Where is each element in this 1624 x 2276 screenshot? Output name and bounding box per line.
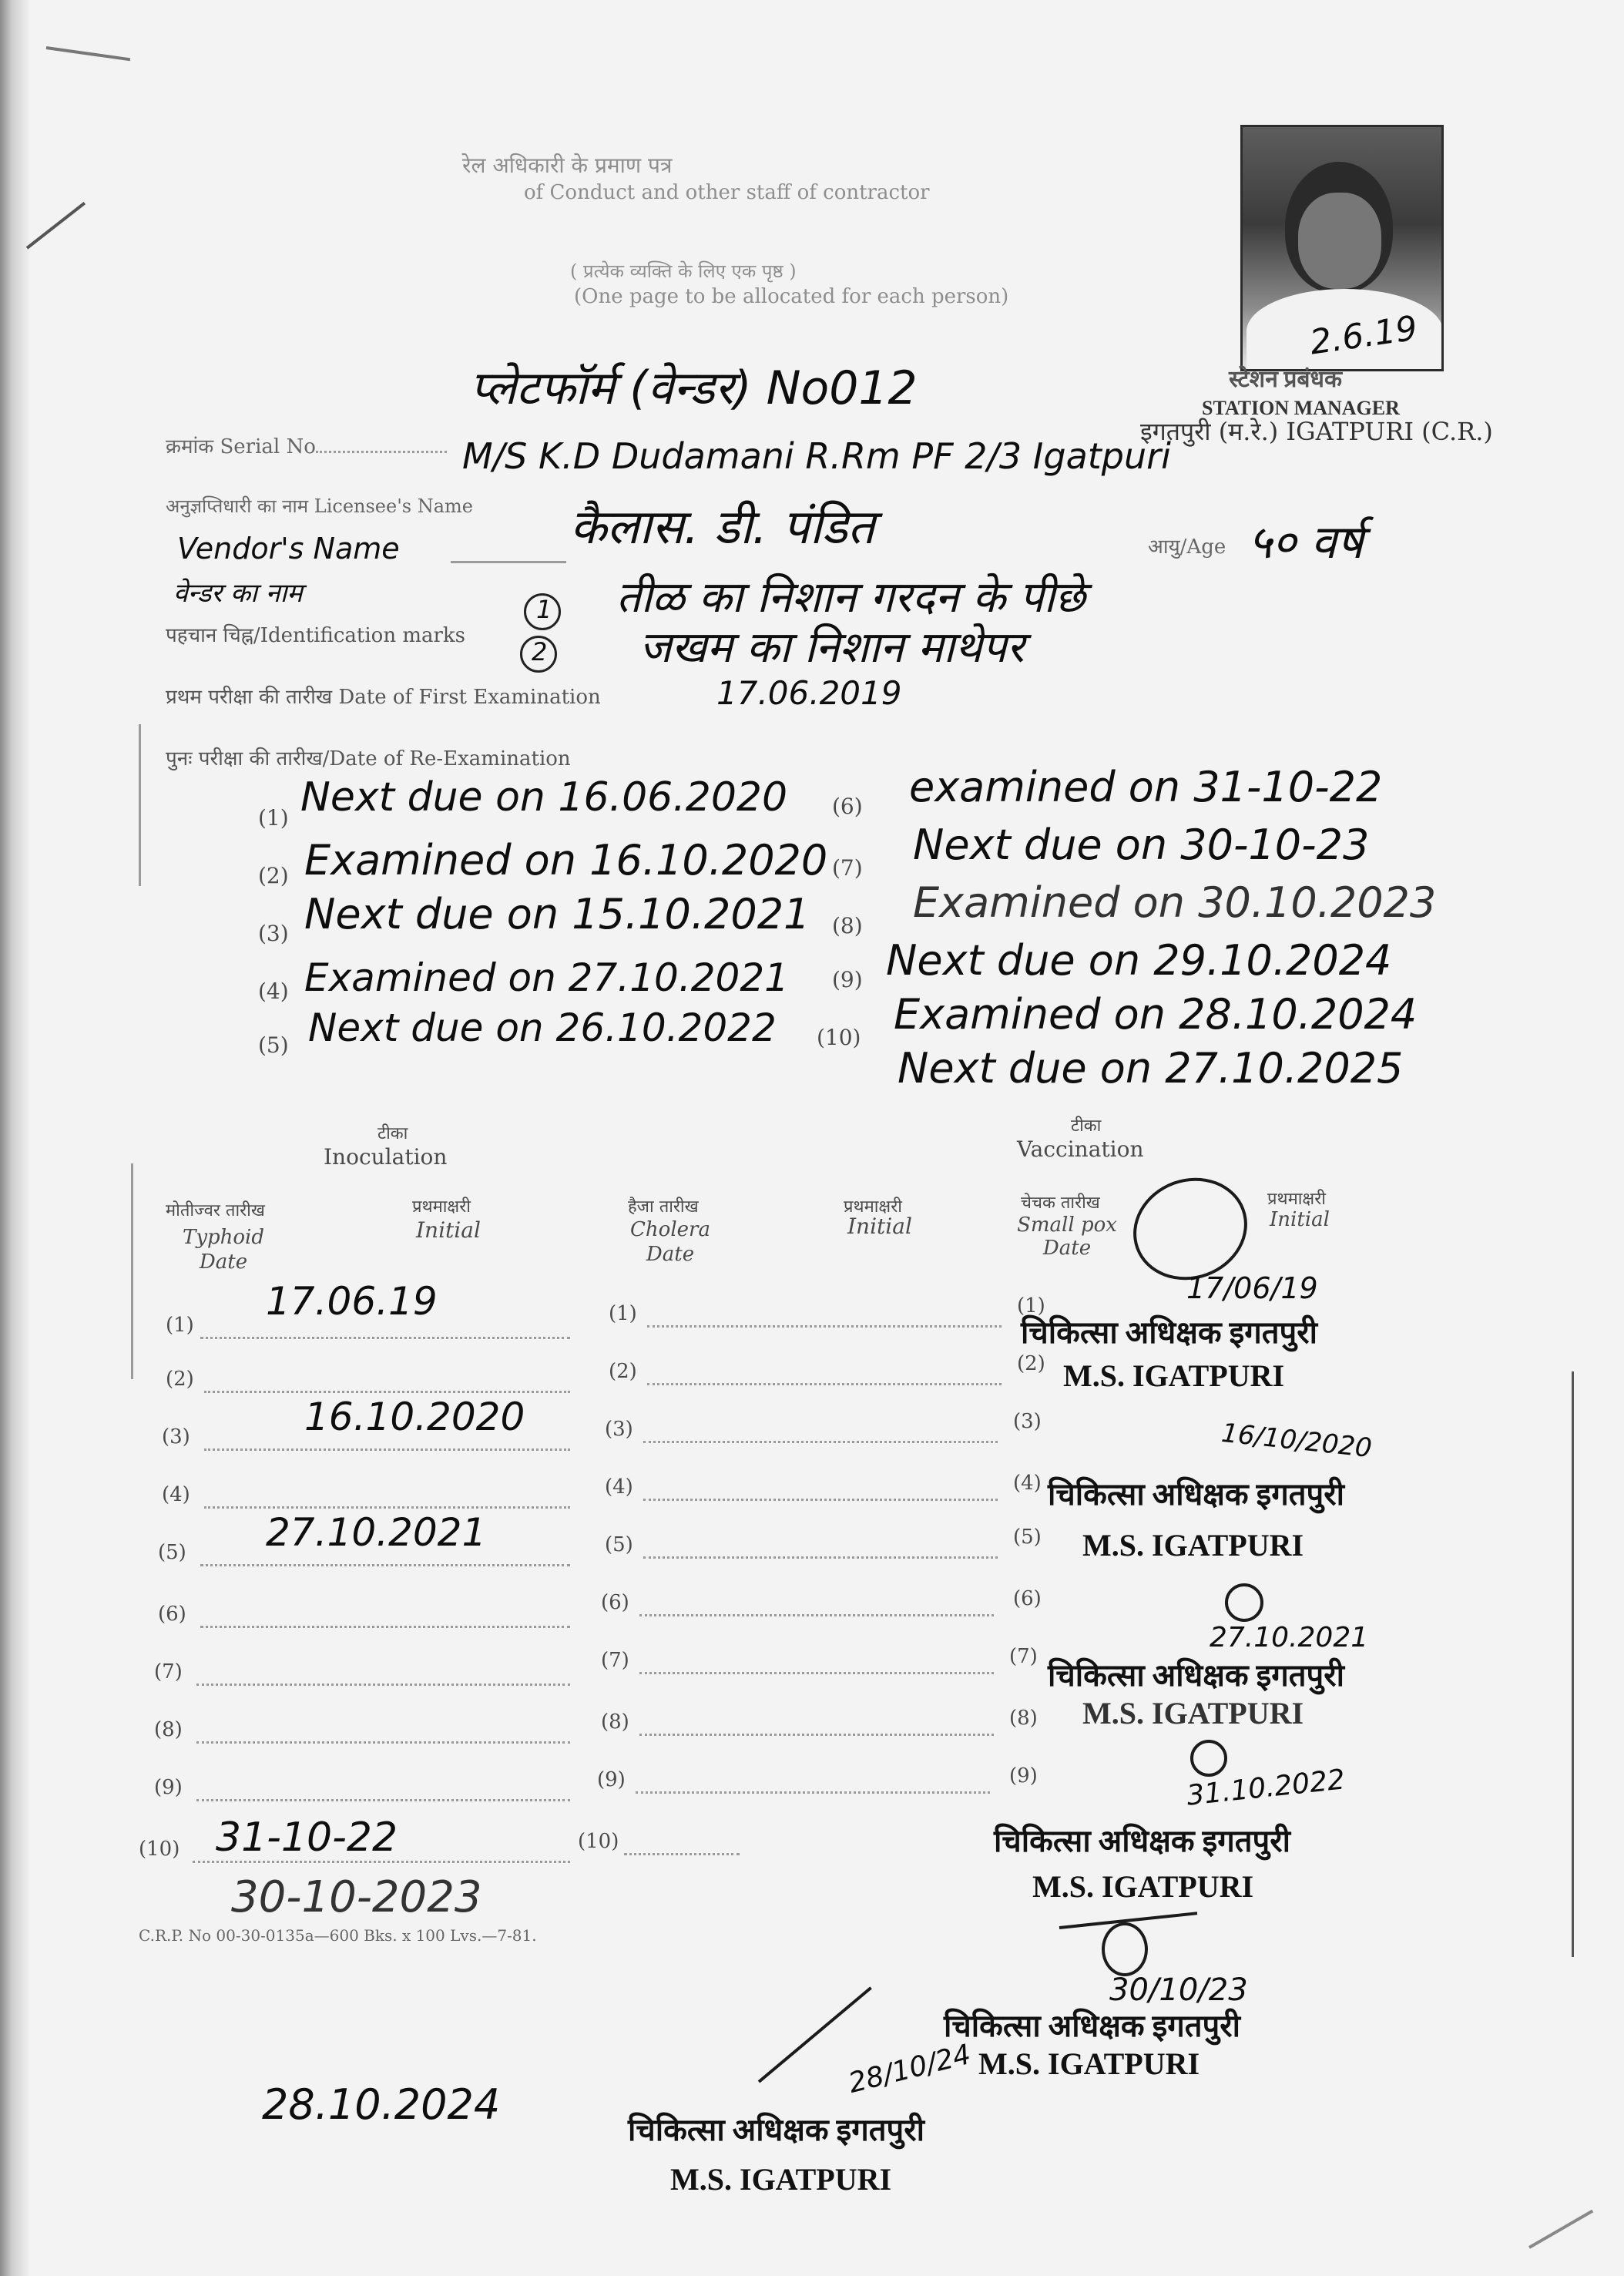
initial2-header-hi: प्रथमाक्षरी xyxy=(844,1197,902,1217)
typhoid-date-10: 31-10-22 xyxy=(216,1814,398,1861)
photo-signature: 2.6.19 xyxy=(1307,308,1420,363)
cholera-row-dots xyxy=(643,1499,998,1501)
reexam-num: (8) xyxy=(832,913,863,938)
cholera-row-number: (4) xyxy=(605,1475,633,1499)
licensee-value: M/S K.D Dudamani R.Rm PF 2/3 Igatpuri xyxy=(462,435,1171,477)
reexam-num: (5) xyxy=(258,1032,289,1058)
ms-stamp-hi-1: चिकित्सा अधिक्षक इगतपुरी xyxy=(1021,1315,1317,1350)
ms-stamp-hi-4: चिकित्सा अधिक्षक इगतपुरी xyxy=(994,1824,1290,1858)
reexam-entry: Next due on 27.10.2025 xyxy=(898,1044,1404,1093)
row-number: (10) xyxy=(139,1838,180,1861)
cholera-header-en: Cholera Date xyxy=(630,1218,710,1266)
inoculation-title-hi: टीका xyxy=(377,1124,408,1143)
cholera-row-number: (3) xyxy=(605,1418,633,1441)
row-dots xyxy=(204,1506,570,1509)
row-number: (4) xyxy=(162,1483,190,1506)
row-dots xyxy=(193,1861,570,1863)
serial-label: क्रमांक Serial No xyxy=(166,435,316,458)
vendor-label-hi: वेन्डर का नाम xyxy=(173,578,303,609)
ms-stamp-en-2: M.S. IGATPURI xyxy=(1082,1528,1304,1563)
ms-stamp-hi-5: चिकित्सा अधिक्षक इगतपुरी xyxy=(944,2009,1240,2043)
initial-scribble xyxy=(1225,1583,1263,1622)
initial-date-1: 17/06/19 xyxy=(1186,1271,1318,1305)
initial-scribble xyxy=(1190,1740,1227,1777)
row-number: (2) xyxy=(166,1368,194,1391)
first-exam-label: प्रथम परीक्षा की तारीख Date of First Examination xyxy=(166,686,601,709)
reexam-num: (9) xyxy=(832,967,863,992)
vac-initial-header-en: Initial xyxy=(1270,1208,1330,1231)
row-dots xyxy=(200,1626,570,1628)
id-mark-2-number: 2 xyxy=(532,637,548,666)
cholera-row-dots xyxy=(639,1614,994,1616)
initial1-header-en: Initial xyxy=(416,1217,481,1243)
smallpox-row-number: (2) xyxy=(1017,1352,1045,1375)
smallpox-header-hi: चेचक तारीख xyxy=(1021,1193,1100,1213)
age-value: ५० वर्ष xyxy=(1248,515,1364,569)
left-margin-line xyxy=(131,1163,133,1379)
vaccination-title-hi: टीका xyxy=(1071,1116,1102,1136)
reexam-num: (2) xyxy=(258,863,289,888)
row-dots xyxy=(200,1337,570,1339)
header-line-1: रेल अधिकारी के प्रमाण पत्र xyxy=(462,153,673,178)
id-mark-2: जखम का निशान माथेपर xyxy=(639,623,1025,673)
smallpox-row-number: (3) xyxy=(1013,1410,1042,1433)
photo-face xyxy=(1298,193,1381,289)
ms-stamp-en-5: M.S. IGATPURI xyxy=(978,2046,1200,2081)
row-number: (3) xyxy=(162,1425,190,1449)
cholera-row-number: (2) xyxy=(609,1360,637,1383)
row-dots xyxy=(204,1391,570,1393)
reexam-entry: Next due on 16.06.2020 xyxy=(300,774,788,821)
initial-scribble xyxy=(1102,1922,1148,1976)
corner-mark xyxy=(46,46,130,61)
station-stamp-igatpuri: इगतपुरी (म.रे.) IGATPURI (C.R.) xyxy=(1140,417,1493,446)
typhoid-header-hi: मोतीज्वर तारीख xyxy=(166,1201,265,1220)
id-mark-1-number: 1 xyxy=(536,595,552,624)
reexam-entry: Next due on 29.10.2024 xyxy=(886,936,1392,985)
corner-mark xyxy=(1528,2210,1593,2249)
vendor-dots xyxy=(451,561,566,563)
cholera-row-number: (1) xyxy=(609,1302,637,1325)
ms-stamp-en-3: M.S. IGATPURI xyxy=(1082,1696,1304,1730)
row-number: (8) xyxy=(154,1718,183,1741)
id-mark-1: तीळ का निशान गरदन के पीछे xyxy=(616,572,1085,623)
id-marks-label: पहचान चिह्न/Identification marks xyxy=(166,624,466,647)
row-number: (9) xyxy=(154,1776,183,1799)
row-number: (5) xyxy=(158,1541,186,1564)
initial-date-6: 28/10/24 xyxy=(845,2039,975,2100)
initial-date-3: 27.10.2021 xyxy=(1210,1622,1369,1653)
initial-date-4: 31.10.2022 xyxy=(1185,1764,1347,1812)
reexam-entry: Examined on 27.10.2021 xyxy=(304,955,789,1000)
reexam-entry: Next due on 30-10-23 xyxy=(913,821,1370,869)
cholera-row-number: (7) xyxy=(601,1649,629,1672)
initial1-header-hi: प्रथमाक्षरी xyxy=(412,1197,471,1217)
print-code: C.R.P. No 00-30-0135a—600 Bks. x 100 Lvs.—7-81. xyxy=(139,1926,537,1945)
typhoid-date-3: 16.10.2020 xyxy=(304,1395,525,1439)
vac-initial-header-hi: प्रथमाक्षरी xyxy=(1267,1190,1326,1209)
cholera-row-dots xyxy=(647,1325,1002,1328)
age-label: आयु/Age xyxy=(1148,535,1226,559)
cholera-row-dots xyxy=(643,1556,998,1559)
initial-date-2: 16/10/2020 xyxy=(1220,1417,1374,1465)
smallpox-row-number: (8) xyxy=(1009,1707,1038,1730)
row-dots xyxy=(196,1684,570,1686)
reexam-num: (10) xyxy=(817,1025,861,1050)
cholera-row-number: (8) xyxy=(601,1710,629,1734)
cholera-row-dots xyxy=(624,1853,740,1855)
smallpox-row-number: (9) xyxy=(1009,1764,1038,1788)
reexam-entry: Examined on 30.10.2023 xyxy=(913,878,1437,927)
typhoid-date-extra-1: 30-10-2023 xyxy=(231,1872,482,1922)
inoculation-title-en: Inoculation xyxy=(324,1144,448,1170)
typhoid-date-1: 17.06.19 xyxy=(266,1279,438,1324)
cholera-row-dots xyxy=(643,1441,998,1443)
smallpox-row-number: (5) xyxy=(1013,1526,1042,1549)
initial2-header-en: Initial xyxy=(847,1214,912,1239)
row-dots xyxy=(196,1799,570,1801)
cholera-row-dots xyxy=(636,1791,990,1794)
ms-stamp-en-6: M.S. IGATPURI xyxy=(670,2162,892,2197)
ms-stamp-hi-6: चिकित्सा अधिक्षक इगतपुरी xyxy=(628,2113,924,2147)
row-number: (1) xyxy=(166,1314,194,1337)
reexam-num: (7) xyxy=(832,855,863,881)
smallpox-row-number: (4) xyxy=(1013,1472,1042,1495)
reexam-entry: examined on 31-10-22 xyxy=(909,763,1383,811)
station-stamp-hi: स्टेशन प्रबंधक xyxy=(1229,367,1343,392)
reexam-num: (3) xyxy=(258,921,289,946)
right-margin-line xyxy=(1572,1371,1574,1957)
reexam-label: पुनः परीक्षा की तारीख/Date of Re-Examination xyxy=(166,747,571,770)
initial-date-5: 30/10/23 xyxy=(1109,1972,1248,2008)
row-dots xyxy=(200,1564,570,1566)
smallpox-row-number: (7) xyxy=(1009,1645,1038,1668)
reexam-entry: Next due on 15.10.2021 xyxy=(304,890,810,938)
reexam-entry: Examined on 16.10.2020 xyxy=(304,836,828,885)
row-number: (7) xyxy=(154,1660,183,1684)
cholera-row-number: (10) xyxy=(578,1830,619,1853)
reexam-entry: Examined on 28.10.2024 xyxy=(894,990,1418,1039)
smallpox-header-en: Small pox Date xyxy=(1017,1214,1117,1260)
first-exam-value: 17.06.2019 xyxy=(716,674,902,712)
corner-mark xyxy=(26,202,86,250)
vendor-value: कैलास. डी. पंडित xyxy=(570,499,875,555)
licensee-label: अनुज्ञप्तिधारी का नाम Licensee's Name xyxy=(166,495,474,517)
smallpox-row-number: (6) xyxy=(1013,1587,1042,1610)
cholera-row-number: (6) xyxy=(601,1591,629,1614)
ms-stamp-en-1: M.S. IGATPURI xyxy=(1063,1358,1285,1393)
reexam-num: (4) xyxy=(258,979,289,1004)
cholera-row-dots xyxy=(639,1734,994,1736)
smallpox-row-number: (1) xyxy=(1017,1294,1045,1318)
row-number: (6) xyxy=(158,1603,186,1626)
left-margin-line xyxy=(139,724,141,886)
cholera-row-dots xyxy=(647,1383,1002,1385)
form-title: प्लेटफॉर्म (वेन्डर) No012 xyxy=(470,361,918,415)
ms-stamp-hi-3: चिकित्सा अधिक्षक इगतपुरी xyxy=(1048,1658,1344,1693)
header-line-2: of Conduct and other staff of contractor xyxy=(524,181,930,204)
cholera-row-number: (9) xyxy=(597,1768,626,1791)
header-line-3: ( प्रत्येक व्यक्ति के लिए एक पृष्ठ ) xyxy=(570,260,797,282)
ms-stamp-en-4: M.S. IGATPURI xyxy=(1032,1869,1254,1904)
ms-stamp-hi-2: चिकित्सा अधिक्षक इगतपुरी xyxy=(1048,1477,1344,1512)
reexam-num: (6) xyxy=(832,794,863,819)
scan-edge xyxy=(0,0,31,2276)
cholera-header-hi: हैजा तारीख xyxy=(628,1197,699,1217)
vaccination-title-en: Vaccination xyxy=(1017,1136,1144,1162)
reexam-num: (1) xyxy=(258,805,289,831)
typhoid-header-en: Typhoid Date xyxy=(182,1226,265,1274)
cholera-row-dots xyxy=(639,1672,994,1674)
row-dots xyxy=(196,1741,570,1744)
typhoid-date-5: 27.10.2021 xyxy=(266,1510,487,1555)
row-dots xyxy=(204,1449,570,1451)
typhoid-date-extra-2: 28.10.2024 xyxy=(262,2080,501,2129)
cholera-row-number: (5) xyxy=(605,1533,633,1556)
reexam-entry: Next due on 26.10.2022 xyxy=(308,1005,777,1050)
vendor-label-en: Vendor's Name xyxy=(177,532,400,566)
station-stamp-en: STATION MANAGER xyxy=(1202,397,1400,419)
header-line-4: (One page to be allocated for each person) xyxy=(574,285,1009,308)
serial-dots xyxy=(316,451,447,453)
